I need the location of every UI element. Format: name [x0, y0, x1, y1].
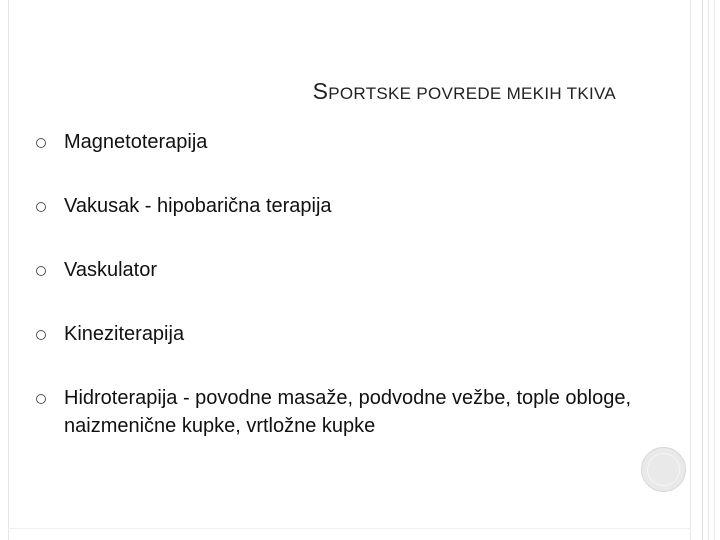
list-item: [36, 320, 636, 348]
bullet-text: Vaskulator: [64, 259, 158, 281]
rail-line: [702, 0, 703, 540]
rail-line: [714, 0, 715, 540]
rail-line: [708, 0, 709, 540]
circle-bullet-icon: [36, 330, 46, 340]
bullet-list: [36, 128, 636, 440]
circle-bullet-icon: [36, 138, 46, 148]
list-item: [36, 384, 636, 440]
circle-bullet-icon: [36, 202, 46, 212]
bullet-text: Magnetoterapija: [64, 131, 208, 153]
slide-title: [0, 78, 616, 105]
circle-bullet-icon: [36, 266, 46, 276]
bullet-text: Vakusak - hipobarična terapija: [64, 195, 332, 217]
list-item: [36, 256, 636, 284]
slide-title-initial: S: [312, 78, 329, 104]
frame-bottom-line: [8, 528, 691, 529]
list-item: [36, 192, 636, 220]
decorative-right-rails: [698, 0, 720, 540]
bullet-text: Kineziterapija: [64, 323, 185, 345]
circle-bullet-icon: [36, 394, 46, 404]
decorative-circle-icon: [641, 447, 686, 492]
slide-title-rest: PORTSKE POVREDE MEKIH TKIVA: [328, 84, 616, 103]
bullet-text: Hidroterapija - povodne masaže, podvodne vežbe, tople obloge, naizmenične kupke, vrtložne kupke: [64, 387, 632, 437]
list-item: [36, 128, 636, 156]
